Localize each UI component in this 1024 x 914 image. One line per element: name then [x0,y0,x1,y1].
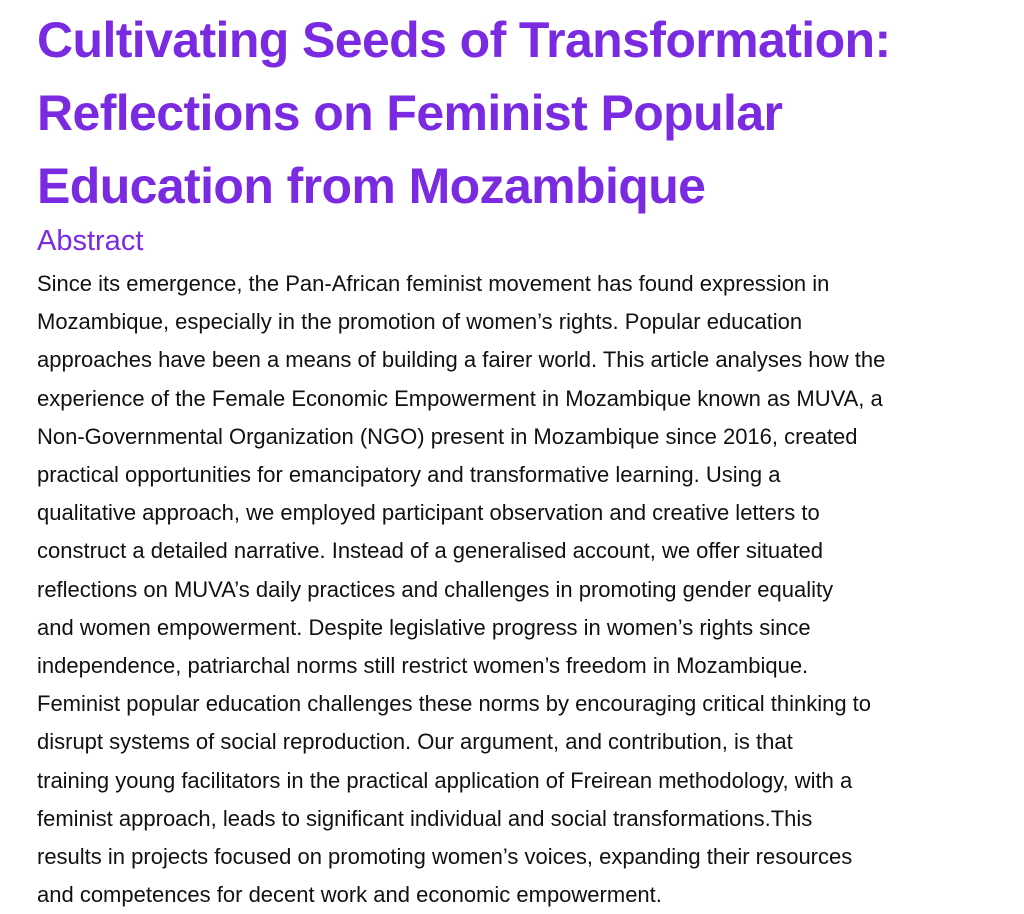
article-title-line: Education from Mozambique [37,158,706,214]
abstract-line: Since its emergence, the Pan-African feminist movement has found expression in [37,271,830,296]
article-title [37,0,997,223]
abstract-line: training young facilitators in the practical application of Freirean methodology, with a [37,767,853,793]
abstract-line: reflections on MUVA’s daily practices and challenges in promoting gender equality [37,576,834,602]
article [37,0,997,914]
article-title-line: Cultivating Seeds of Transformation: [37,12,891,68]
abstract-line: approaches have been a means of building a fairer world. This article analyses how the [37,347,886,373]
abstract-body [37,265,997,914]
article-title-line: Reflections on Feminist Popular [37,85,783,141]
abstract-line: qualitative approach, we employed participant observation and creative letters to [37,500,820,526]
abstract-line: feminist approach, leads to significant individual and social transformations.This [37,805,813,831]
abstract-line: Mozambique, especially in the promotion of women’s rights. Popular education [37,309,803,335]
abstract-line: and women empowerment. Despite legislative progress in women’s rights since [37,614,811,640]
abstract-line: practical opportunities for emancipatory and transformative learning. Using a [37,462,781,488]
abstract-line: disrupt systems of social reproduction. Our argument, and contribution, is that [37,729,793,755]
abstract-line: results in projects focused on promoting women’s voices, expanding their resources [37,844,853,870]
abstract-line: independence, patriarchal norms still restrict women’s freedom in Mozambique. [37,653,809,679]
abstract-line: construct a detailed narrative. Instead of a generalised account, we offer situated [37,538,823,564]
abstract-line: Feminist popular education challenges these norms by encouraging critical thinking to [37,691,872,717]
abstract-line: and competences for decent work and economic empowerment. [37,882,662,908]
abstract-line: experience of the Female Economic Empowerment in Mozambique known as MUVA, a [37,385,883,411]
abstract-line: Non-Governmental Organization (NGO) present in Mozambique since 2016, created [37,423,858,449]
abstract-heading: Abstract [37,225,144,257]
